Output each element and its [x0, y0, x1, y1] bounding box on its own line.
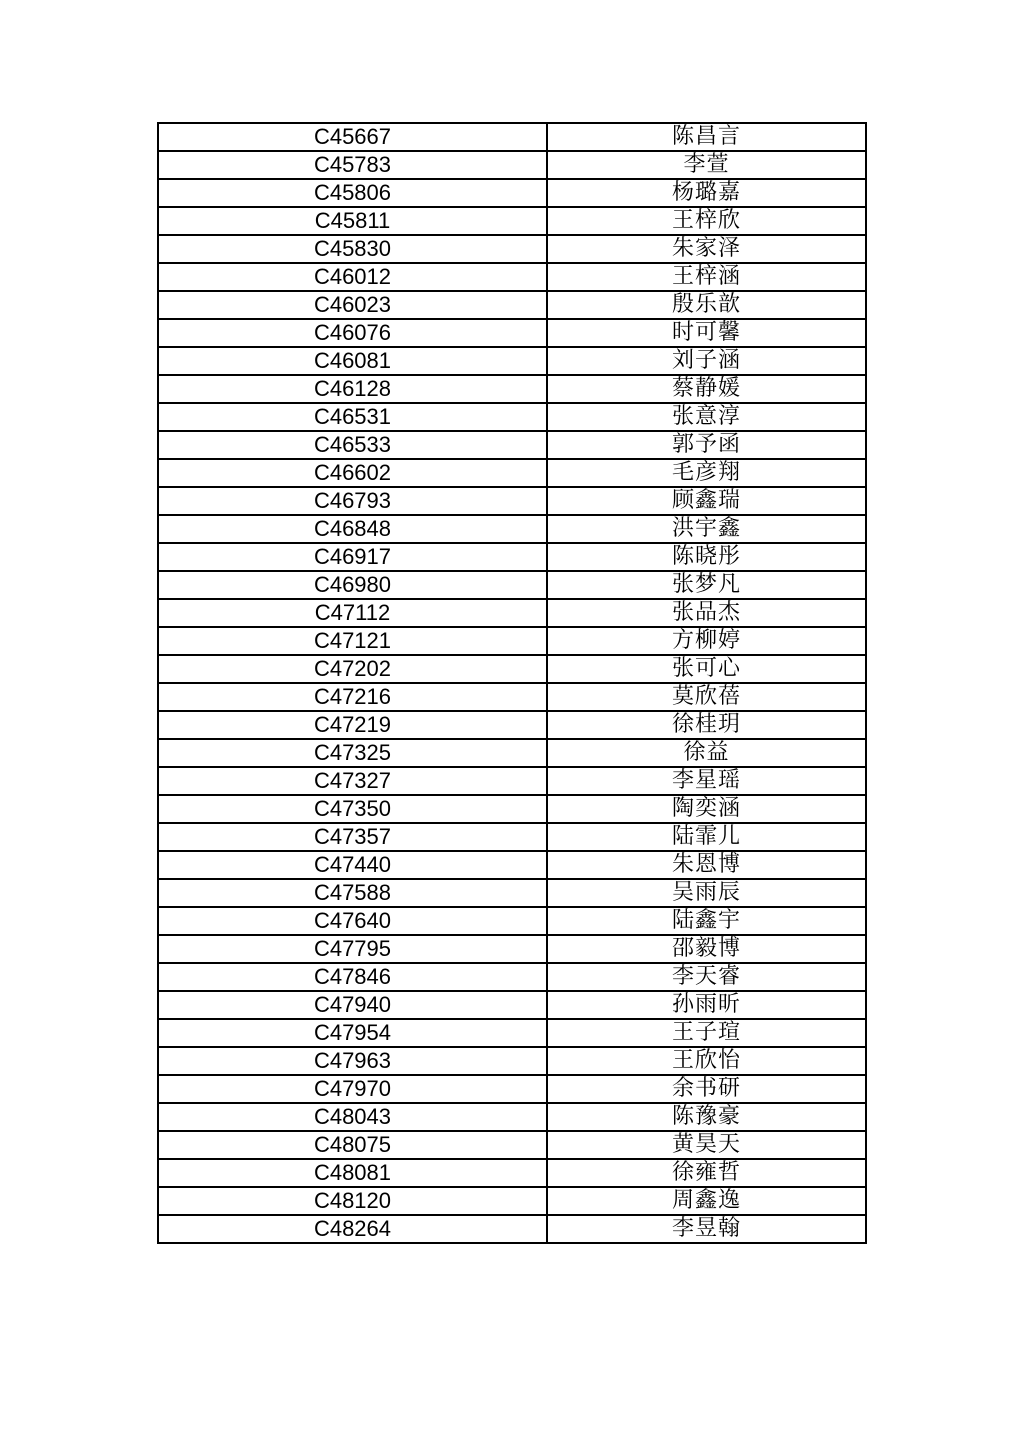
table-row — [158, 515, 866, 543]
student-id-cell: C45783 — [158, 151, 547, 179]
student-id-cell: C47795 — [158, 935, 547, 963]
student-name-cell: 王欣怡 — [547, 1047, 866, 1075]
student-id-cell: C46076 — [158, 319, 547, 347]
student-name-cell: 陈晓彤 — [547, 543, 866, 571]
table-row — [158, 879, 866, 907]
student-id-cell: C48075 — [158, 1131, 547, 1159]
student-name-cell: 张可心 — [547, 655, 866, 683]
table-row — [158, 291, 866, 319]
table-row — [158, 543, 866, 571]
student-id-cell: C47940 — [158, 991, 547, 1019]
student-name-cell: 杨璐嘉 — [547, 179, 866, 207]
student-id-cell: C46602 — [158, 459, 547, 487]
student-id-cell: C47325 — [158, 739, 547, 767]
student-id-cell: C46793 — [158, 487, 547, 515]
student-id-cell: C47112 — [158, 599, 547, 627]
student-name-cell: 邵毅博 — [547, 935, 866, 963]
student-id-cell: C47121 — [158, 627, 547, 655]
table-row — [158, 207, 866, 235]
table-row — [158, 151, 866, 179]
table-row — [158, 375, 866, 403]
table-row — [158, 1075, 866, 1103]
table-row — [158, 459, 866, 487]
student-name-cell: 洪宇鑫 — [547, 515, 866, 543]
student-id-cell: C46128 — [158, 375, 547, 403]
student-id-cell: C46980 — [158, 571, 547, 599]
table-row — [158, 431, 866, 459]
student-name-cell: 郭予函 — [547, 431, 866, 459]
student-id-cell: C47640 — [158, 907, 547, 935]
student-id-cell: C48081 — [158, 1159, 547, 1187]
table-row — [158, 1187, 866, 1215]
student-id-cell: C48264 — [158, 1215, 547, 1243]
student-name-cell: 方柳婷 — [547, 627, 866, 655]
student-id-cell: C45830 — [158, 235, 547, 263]
table-row — [158, 179, 866, 207]
table-row — [158, 1019, 866, 1047]
student-id-cell: C46023 — [158, 291, 547, 319]
table-row — [158, 683, 866, 711]
table-row — [158, 935, 866, 963]
student-name-cell: 陆霏儿 — [547, 823, 866, 851]
student-id-cell: C47357 — [158, 823, 547, 851]
student-name-cell: 王子瑄 — [547, 1019, 866, 1047]
student-name-cell: 周鑫逸 — [547, 1187, 866, 1215]
student-name-cell: 李天睿 — [547, 963, 866, 991]
student-id-cell: C47954 — [158, 1019, 547, 1047]
student-id-cell: C46848 — [158, 515, 547, 543]
student-id-cell: C47216 — [158, 683, 547, 711]
table-row — [158, 739, 866, 767]
student-id-cell: C46917 — [158, 543, 547, 571]
student-name-cell: 陈昌言 — [547, 123, 866, 151]
table-row — [158, 795, 866, 823]
table-row — [158, 907, 866, 935]
student-id-cell: C46533 — [158, 431, 547, 459]
table-row — [158, 627, 866, 655]
table-row — [158, 487, 866, 515]
student-id-cell: C47440 — [158, 851, 547, 879]
student-id-cell: C46081 — [158, 347, 547, 375]
student-name-cell: 张梦凡 — [547, 571, 866, 599]
student-id-cell: C47970 — [158, 1075, 547, 1103]
student-id-cell: C47963 — [158, 1047, 547, 1075]
table-row — [158, 1131, 866, 1159]
table-row — [158, 711, 866, 739]
student-name-cell: 孙雨昕 — [547, 991, 866, 1019]
student-id-cell: C45806 — [158, 179, 547, 207]
student-name-cell: 吴雨辰 — [547, 879, 866, 907]
student-name-cell: 陶奕涵 — [547, 795, 866, 823]
student-name-cell: 徐雍哲 — [547, 1159, 866, 1187]
table-row — [158, 263, 866, 291]
table-row — [158, 319, 866, 347]
student-id-cell: C47219 — [158, 711, 547, 739]
student-name-cell: 毛彦翔 — [547, 459, 866, 487]
student-id-cell: C47588 — [158, 879, 547, 907]
student-name-cell: 徐桂玥 — [547, 711, 866, 739]
student-id-cell: C47350 — [158, 795, 547, 823]
student-name-cell: 余书研 — [547, 1075, 866, 1103]
table-row — [158, 403, 866, 431]
student-name-cell: 朱恩博 — [547, 851, 866, 879]
roster-table — [157, 122, 867, 1244]
table-row — [158, 347, 866, 375]
table-row — [158, 1215, 866, 1243]
table-row — [158, 571, 866, 599]
roster-table-body — [158, 123, 866, 1243]
student-name-cell: 王梓欣 — [547, 207, 866, 235]
student-id-cell: C47327 — [158, 767, 547, 795]
student-id-cell: C46531 — [158, 403, 547, 431]
table-row — [158, 1103, 866, 1131]
student-name-cell: 顾鑫瑞 — [547, 487, 866, 515]
student-name-cell: 张意淳 — [547, 403, 866, 431]
student-name-cell: 李萱 — [547, 151, 866, 179]
student-name-cell: 黄昊天 — [547, 1131, 866, 1159]
student-id-cell: C46012 — [158, 263, 547, 291]
table-row — [158, 767, 866, 795]
student-name-cell: 殷乐歆 — [547, 291, 866, 319]
student-name-cell: 陈豫豪 — [547, 1103, 866, 1131]
table-row — [158, 235, 866, 263]
table-row — [158, 599, 866, 627]
table-row — [158, 1047, 866, 1075]
student-name-cell: 朱家泽 — [547, 235, 866, 263]
student-id-cell: C48043 — [158, 1103, 547, 1131]
student-id-cell: C45811 — [158, 207, 547, 235]
student-name-cell: 莫欣蓓 — [547, 683, 866, 711]
student-name-cell: 李星瑶 — [547, 767, 866, 795]
table-row — [158, 823, 866, 851]
table-row — [158, 851, 866, 879]
student-id-cell: C47846 — [158, 963, 547, 991]
student-name-cell: 张品杰 — [547, 599, 866, 627]
student-name-cell: 陆鑫宇 — [547, 907, 866, 935]
student-name-cell: 徐益 — [547, 739, 866, 767]
table-row — [158, 123, 866, 151]
student-id-cell: C47202 — [158, 655, 547, 683]
student-name-cell: 王梓涵 — [547, 263, 866, 291]
student-name-cell: 蔡静媛 — [547, 375, 866, 403]
student-id-cell: C48120 — [158, 1187, 547, 1215]
student-name-cell: 时可馨 — [547, 319, 866, 347]
table-row — [158, 655, 866, 683]
table-row — [158, 991, 866, 1019]
student-name-cell: 李昱翰 — [547, 1215, 866, 1243]
table-row — [158, 963, 866, 991]
table-row — [158, 1159, 866, 1187]
student-name-cell: 刘子涵 — [547, 347, 866, 375]
student-id-cell: C45667 — [158, 123, 547, 151]
